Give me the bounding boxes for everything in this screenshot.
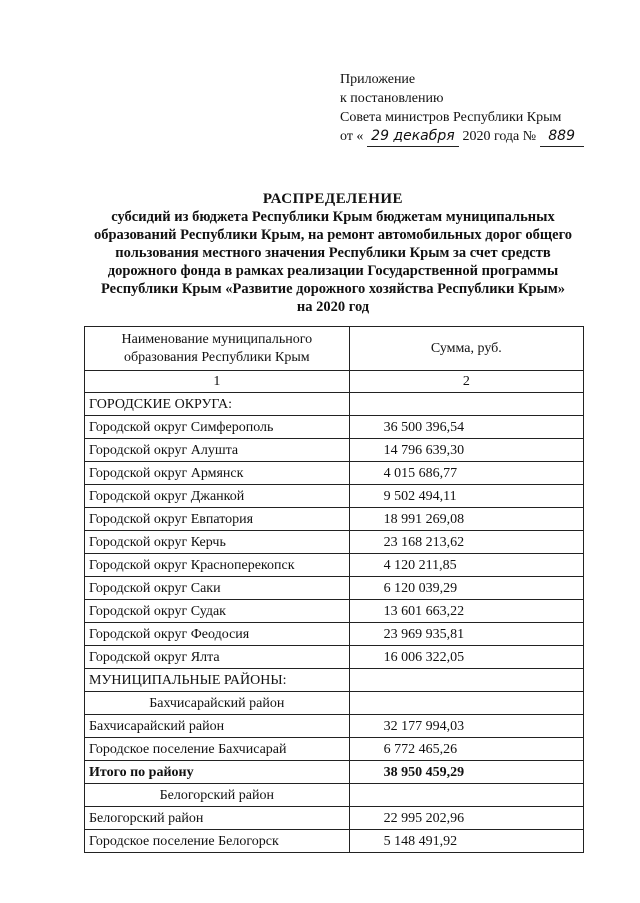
subsidy-amount: 22 995 202,96 [349,807,583,830]
table-row [85,623,584,646]
table-row [85,807,584,830]
municipality-name: Городское поселение Белогорск [85,830,350,853]
municipality-name: Городской округ Судак [85,600,350,623]
subsidy-amount [349,784,583,807]
column-number-row [85,371,584,393]
subsidy-amount: 9 502 494,11 [349,485,583,508]
municipality-name: Городской округ Саки [85,577,350,600]
municipality-name: Городской округ Армянск [85,462,350,485]
municipality-name: Городской округ Евпатория [85,508,350,531]
subsidy-amount [349,393,583,416]
title-line: Республики Крым «Развитие дорожного хозяйства Республики Крым» [100,281,565,297]
header-amount-column: Сумма, руб. [349,327,583,371]
subsidy-amount: 4 015 686,77 [349,462,583,485]
table-row [85,646,584,669]
table-row [85,462,584,485]
table-row [85,784,584,807]
table-row [85,669,584,692]
subsidy-amount: 14 796 639,30 [349,439,583,462]
table-row [85,416,584,439]
date-prefix: от « [340,129,364,144]
subsidy-amount [349,692,583,715]
subsidy-amount: 16 006 322,05 [349,646,583,669]
title-line: субсидий из бюджета Республики Крым бюджетам муниципальных [111,209,555,225]
title-line: образований Республики Крым, на ремонт автомобильных дорог общего [93,227,573,243]
subsidy-amount: 5 148 491,92 [349,830,583,853]
municipality-name: Итого по району [85,761,350,784]
subsidy-amount: 36 500 396,54 [349,416,583,439]
municipality-name: Городской округ Феодосия [85,623,350,646]
appendix-line-1: Приложение [340,72,416,87]
title-line: дорожного фонда в рамках реализации Государственной программы [107,263,559,279]
table-row [85,761,584,784]
table-row [85,554,584,577]
column-number-2: 2 [349,371,583,393]
appendix-date-line [340,127,584,147]
municipality-name: Городское поселение Бахчисарай [85,738,350,761]
table-row [85,508,584,531]
appendix-line-3: Совета министров Республики Крым [340,110,562,125]
municipality-name: Городской округ Симферополь [85,416,350,439]
municipality-name: ГОРОДСКИЕ ОКРУГА: [85,393,350,416]
table-row [85,692,584,715]
municipality-name: Городской округ Красноперекопск [85,554,350,577]
municipality-name: Городской округ Ялта [85,646,350,669]
title-line: на 2020 год [296,299,370,315]
table-header-row [85,327,584,371]
table-row [85,485,584,508]
title-heading: РАСПРЕДЕЛЕНИЕ [262,191,404,207]
table-row [85,830,584,853]
municipality-name: Бахчисарайский район [85,692,350,715]
municipality-name: Городской округ Керчь [85,531,350,554]
title-line: пользования местного значения Республики Крым за счет средств [115,245,551,261]
subsidy-amount: 38 950 459,29 [349,761,583,784]
handwritten-date: 29 декабря [367,127,459,147]
table-row [85,577,584,600]
municipality-name: МУНИЦИПАЛЬНЫЕ РАЙОНЫ: [85,669,350,692]
appendix-header [340,70,584,147]
subsidy-amount: 18 991 269,08 [349,508,583,531]
subsidy-amount: 23 168 213,62 [349,531,583,554]
table-row [85,439,584,462]
date-suffix: 2020 года № [462,129,537,144]
subsidy-amount: 32 177 994,03 [349,715,583,738]
appendix-line-2: к постановлению [340,91,444,106]
distribution-table [84,326,584,853]
subsidy-amount: 13 601 663,22 [349,600,583,623]
table-row [85,393,584,416]
table-row [85,600,584,623]
subsidy-amount: 4 120 211,85 [349,554,583,577]
column-number-1: 1 [85,371,350,393]
header-name-column: Наименование муниципального образования Республики Крым [85,327,350,371]
subsidy-amount: 6 772 465,26 [349,738,583,761]
municipality-name: Белогорский район [85,784,350,807]
subsidy-amount: 6 120 039,29 [349,577,583,600]
municipality-name: Городской округ Джанкой [85,485,350,508]
subsidy-amount: 23 969 935,81 [349,623,583,646]
subsidy-amount [349,669,583,692]
handwritten-number: 889 [540,127,584,147]
table-row [85,531,584,554]
municipality-name: Городской округ Алушта [85,439,350,462]
municipality-name: Бахчисарайский район [85,715,350,738]
document-title [80,190,586,316]
table-row [85,715,584,738]
table-row [85,738,584,761]
municipality-name: Белогорский район [85,807,350,830]
